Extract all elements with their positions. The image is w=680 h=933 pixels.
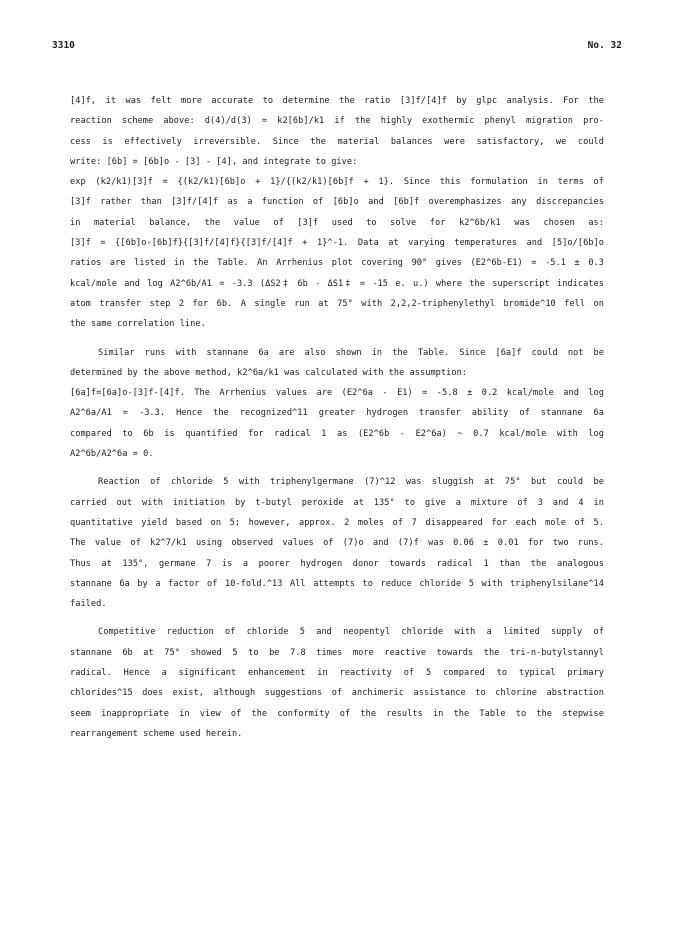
text-line: failed. <box>70 599 107 610</box>
text-line: stannane 6a by a factor of 10-fold.^13 All attempts to reduce chloride 5 with triphenylsilane^14 <box>70 578 604 589</box>
paragraph <box>70 622 604 744</box>
paragraph <box>70 91 604 335</box>
text-line: Similar runs with stannane 6a are also shown in the Table. Since [6a]f could not be <box>98 347 604 358</box>
issue-number: No. 32 <box>587 40 622 51</box>
text-line: [4]f, it was felt more accurate to determine the ratio [3]f/[4]f by glpc analysis. For the <box>70 96 604 106</box>
text-line: ratios are listed in the Table. An Arrhenius plot covering 90° gives (E2^6b-E1) = -5.1 ± 0.3 <box>70 258 604 269</box>
equation-line: [3]f = {[6b]o-[6b]f}{[3]f/[4]f}{[3]f/[4]f + 1}^-1. Data at varying temperatures and [5]o/[6b]o <box>70 238 604 249</box>
text-line: kcal/mole and log A2^6b/A1 = -3.3 (ΔS2‡ 6b - ΔS1‡ = -15 e. u.) where the superscript indicates <box>70 278 604 289</box>
text-line: chlorides^15 does exist, although suggestions of anchimeric assistance to chlorine abstraction <box>70 688 604 699</box>
text-line: the same correlation line. <box>70 319 206 330</box>
text-line: atom transfer step 2 for 6b. A single run at 75° with 2,2,2-triphenylethyl bromide^10 fell on <box>70 298 604 309</box>
text-line: carried out with initiation by t-butyl peroxide at 135° to give a mixture of 3 and 4 in <box>70 497 604 508</box>
text-line: write: [6b] = [6b]o - [3] - [4], and integrate to give: <box>70 156 358 167</box>
text-line: stannane 6b at 75° showed 5 to be 7.8 times more reactive towards the tri-n-butylstannyl <box>70 647 604 658</box>
paragraph <box>70 472 604 614</box>
text-line: The value of k2^7/k1 using observed values of (7)o and (7)f was 0.06 ± 0.01 for two runs. <box>70 538 604 549</box>
paragraph <box>70 343 604 465</box>
text-line: A2^6b/A2^6a = 0. <box>70 449 154 460</box>
article-body <box>70 91 604 744</box>
equation-line: exp (k2/k1)[3]f = {(k2/k1)[6b]o + 1}/{(k2/k1)[6b]f + 1}. Since this formulation in terms of <box>70 177 604 188</box>
text-line: Reaction of chloride 5 with triphenylgermane (7)^12 was sluggish at 75° but could be <box>98 477 604 488</box>
text-line: radical. Hence a significant enhancement in reactivity of 5 compared to typical primary <box>70 668 604 679</box>
text-line: cess is effectively irreversible. Since the material balances were satisfactory, we could <box>70 136 604 147</box>
text-line: rearrangement scheme used herein. <box>70 728 243 739</box>
text-line: Thus at 135°, germane 7 is a poorer hydrogen donor towards radical 1 than the analogous <box>70 558 604 569</box>
page-number: 3310 <box>52 40 75 51</box>
text-line: seem inappropriate in view of the conformity of the results in the Table to the stepwise <box>70 708 604 719</box>
text-line: determined by the above method, k2^6a/k1 was calculated with the assumption: <box>70 367 468 378</box>
text-line: [3]f rather than [3]f/[4]f as a function of [6b]o and [6b]f overemphasizes any discrepancies <box>70 197 604 208</box>
text-line: Competitive reduction of chloride 5 and neopentyl chloride with a limited supply of <box>98 627 604 638</box>
page-header <box>52 40 622 54</box>
text-line: compared to 6b is quantified for radical 1 as (E2^6b - E2^6a) ~ 0.7 kcal/mole with log <box>70 428 604 439</box>
text-line: [6a]f=[6a]o-[3]f-[4]f. The Arrhenius values are (E2^6a - E1) = -5.8 ± 0.2 kcal/mole and log <box>70 388 604 399</box>
text-line: A2^6a/A1 = -3.3. Hence the recognized^11 greater hydrogen transfer ability of stannane 6a <box>70 408 604 419</box>
text-line: reaction scheme above: d(4)/d(3) = k2[6b]/k1 if the highly exothermic phenyl migration pro- <box>70 116 604 127</box>
text-line: quantitative yield based on 5; however, approx. 2 moles of 7 disappeared for each mole of 5. <box>70 517 604 528</box>
text-line: in material balance, the value of [3]f used to solve for k2^6b/k1 was chosen as: <box>70 217 604 228</box>
